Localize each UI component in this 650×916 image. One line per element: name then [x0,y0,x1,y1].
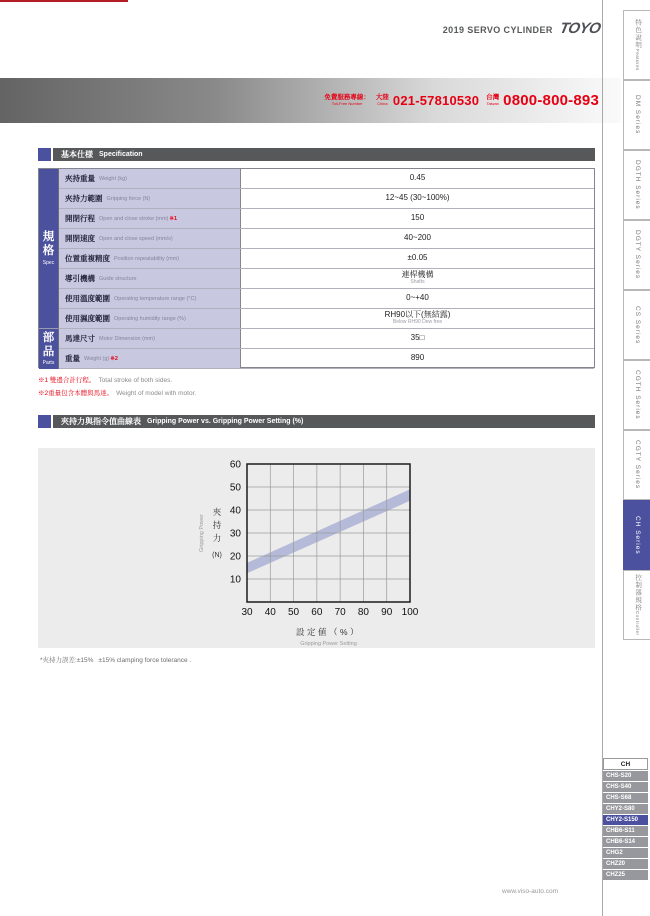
chart-section-title-zh: 夾持力與指令值曲線表 [61,417,141,426]
spec-label-zh: 導引機構 [65,274,95,283]
ch-menu-item-chs-s20[interactable]: CHS-S20 [603,771,648,781]
footnote-1 [38,374,458,387]
spec-group-char: 格 [42,245,55,257]
spec-label-zh: 使用濕度範圍 [65,314,110,323]
sidebar-tab-label: DGTH Series [634,160,642,210]
spec-value-subtext: Shafts [410,279,425,286]
sidebar-tab-controller[interactable] [623,570,650,640]
china-phone-number: 021-57810530 [392,93,480,108]
svg-text:設定値（%）: 設定値（%） [295,627,362,637]
spec-section-titlebar [53,148,595,161]
sidebar-tab-label: DGTY Series [634,230,642,280]
spec-group-char: 規 [42,231,55,244]
spec-group-label-en: Spec [42,259,55,266]
spec-row-label [59,189,241,208]
spec-label-en: Gripping force (N) [106,195,151,202]
sidebar-tab-sublabel: Features [634,49,640,71]
sidebar-tab-label: DM Series [634,95,642,135]
spec-table-row [39,349,594,369]
chart-footnote [40,655,191,664]
ch-model-menu [603,758,648,881]
china-label-zh: 大陸 [375,94,389,101]
sidebar-tab-ch-series[interactable] [623,500,650,570]
china-label-en: China [377,100,388,106]
spec-table-row [39,289,594,309]
spec-label-zh: 夾持力範圍 [65,194,103,203]
taiwan-label-en: Taiwan [486,100,499,106]
spec-section-title-en: Specification [99,151,143,158]
top-edge-red-line [0,0,128,2]
section-marker-icon [38,415,51,428]
spec-label-zh: 重量 [65,354,80,363]
spec-table-row [39,249,594,269]
taiwan-phone-number: 0800-800-893 [503,92,599,109]
spec-section-title-zh: 基本仕様 [61,150,93,159]
ch-menu-item-chs-s68[interactable]: CHS-S68 [603,793,648,803]
spec-row-label [59,229,241,248]
china-label [376,95,389,106]
spec-table-row [39,229,594,249]
svg-text:90: 90 [381,607,393,618]
spec-group-parts [39,329,59,369]
spec-value-text: 35□ [410,333,425,343]
spec-label-zh: 使用溫度範圍 [65,294,110,303]
toyo-logo: TOYO [557,20,602,37]
spec-value-subtext: Below RH90 Dew free [392,319,443,326]
footnote-2 [38,387,458,400]
spec-row-label [59,349,241,368]
spec-table-row [39,189,594,209]
svg-text:60: 60 [311,607,323,618]
ch-menu-item-chg2[interactable]: CHG2 [603,848,648,858]
ch-menu-item-chs-s40[interactable]: CHS-S40 [603,782,648,792]
spec-row-label [59,249,241,268]
tollfree-label-zh: 免費服務專線： [324,94,370,101]
tollfree-banner [0,78,621,123]
sidebar-tab-label: 控制器規格 [634,573,642,612]
svg-text:50: 50 [288,607,300,618]
spec-label-en: Weight (kg) [99,175,128,182]
taiwan-label-zh: 台灣 [486,94,500,101]
sidebar-tab-features[interactable] [623,10,650,80]
svg-text:50: 50 [229,482,241,494]
spec-label-en: Open and close stroke (mm) [99,215,169,222]
svg-text:10: 10 [229,574,241,586]
spec-row-value [241,209,594,228]
spec-label-zh: 馬達尺寸 [65,334,95,343]
spec-row-label [59,269,241,288]
chart-section-title-en: Gripping Power vs. Gripping Power Setting (%) [147,418,304,425]
spec-label-en: Weight (g) [84,355,110,362]
spec-group-spec [39,169,59,329]
ch-menu-header: CH [603,758,648,770]
spec-group-label-en: Parts [42,360,55,367]
spec-label-zh: 夾持重量 [65,174,95,183]
ch-menu-item-chz20[interactable]: CHZ20 [603,859,648,869]
svg-text:100: 100 [401,607,419,618]
spec-label-en: Guide structure [99,275,137,282]
sidebar-tab-label: CH Series [634,515,642,555]
svg-text:80: 80 [357,607,369,618]
spec-row-label [59,209,241,228]
spec-label-en: Operating temperature range (°C) [114,295,197,302]
spec-section-header [38,148,595,161]
spec-table-row [39,309,594,329]
footnote-1-en: Total stroke of both sides. [98,377,173,384]
spec-label-en: Operating humidity range (%) [114,315,186,322]
spec-value-text: 0~+40 [406,293,429,303]
chart-footnote-en: ±15% clamping force tolerance . [98,657,192,664]
chart-section-header [38,415,595,428]
website-url: www.viso-auto.com [502,888,558,895]
footnote-2-zh: ※2重量包含本體與馬達。 [38,390,114,397]
svg-text:30: 30 [241,607,253,618]
spec-table-row [39,169,594,189]
svg-text:60: 60 [229,459,241,471]
spec-label-en: Motor Dimension (mm) [99,335,155,342]
spec-group-char: 品 [42,345,55,358]
svg-text:持: 持 [212,520,222,530]
spec-group-char: 部 [42,331,55,344]
spec-label-footnote-ref: ※2 [110,355,118,362]
svg-text:40: 40 [229,505,241,517]
ch-menu-item-chb6-s14[interactable]: CHB6-S14 [603,837,648,847]
spec-row-label [59,329,241,348]
sidebar-tab-dgth-series[interactable] [623,150,650,220]
spec-footnotes [38,374,458,400]
sidebar-tab-cs-series[interactable] [623,290,650,360]
spec-label-zh: 開閉行程 [65,214,95,223]
sidebar-tab-label: CGTY Series [634,440,642,490]
spec-value-text: 12~45 (30~100%) [385,193,450,203]
footnote-2-en: Weight of model with motor. [116,390,197,397]
ch-menu-item-chb6-s11[interactable]: CHB6-S11 [603,826,648,836]
spec-row-value [241,169,594,188]
svg-text:夾: 夾 [212,507,222,517]
gripping-power-chart [38,448,595,648]
svg-text:70: 70 [334,607,346,618]
svg-text:(N): (N) [212,552,222,559]
ch-menu-item-chy2-s80[interactable]: CHY2-S80 [603,804,648,814]
sidebar-tab-dgty-series[interactable] [623,220,650,290]
page-header [0,20,600,37]
svg-text:Gripping Power: Gripping Power [199,514,205,552]
spec-value-text: 150 [410,213,425,223]
sidebar-tab-cgty-series[interactable] [623,430,650,500]
sidebar-tab-dm-series[interactable] [623,80,650,150]
sidebar-tab-sublabel: Controller [634,611,640,636]
svg-text:40: 40 [264,607,276,618]
spec-value-text: RH90以下(無結露) [384,310,451,320]
spec-row-label [59,169,241,188]
footnote-1-zh: ※1 雙邊合計行程。 [38,377,96,384]
tollfree-label [324,95,370,106]
svg-text:力: 力 [212,533,222,543]
spec-value-text: 連桿機構 [401,270,434,280]
spec-row-value [241,189,594,208]
svg-text:20: 20 [229,551,241,563]
spec-value-text: ±0.05 [407,253,428,263]
spec-label-en: Position repeatability (mm) [114,255,180,262]
spec-label-footnote-ref: ※1 [169,215,178,222]
chart-section-titlebar [53,415,595,428]
spec-table-row [39,329,594,349]
spec-row-value [241,329,594,348]
sidebar-tab-label: 特色說明 [634,19,642,50]
chart-footnote-zh: *夾持力誤差:±15% [40,657,94,664]
taiwan-label [486,95,499,106]
catalog-title: 2019 SERVO CYLINDER [442,25,553,35]
spec-label-en: Open and close speed (mm/s) [99,235,173,242]
spec-value-text: 0.45 [409,173,426,183]
spec-value-text: 890 [410,353,425,363]
ch-menu-item-chz25[interactable]: CHZ25 [603,870,648,880]
spec-label-zh: 開閉速度 [65,234,95,243]
sidebar-tab-label: CS Series [634,305,642,345]
spec-row-label [59,309,241,328]
spec-row-label [59,289,241,308]
chart-panel [38,448,595,648]
ch-menu-item-chy2-s150[interactable]: CHY2-S150 [603,815,648,825]
spec-row-value [241,349,594,368]
spec-row-value [241,249,594,268]
svg-text:Gripping Power Setting: Gripping Power Setting [300,641,357,647]
spec-table-row [39,209,594,229]
sidebar-tab-label: CGTH Series [634,370,642,420]
spec-row-value [241,309,594,328]
spec-row-value [241,289,594,308]
sidebar-tab-cgth-series[interactable] [623,360,650,430]
svg-text:30: 30 [229,528,241,540]
tollfree-label-en: Toll-Free Number [331,100,363,106]
spec-value-text: 40~200 [404,233,431,243]
spec-table [38,168,595,368]
spec-label-zh: 位置重複精度 [65,254,110,263]
section-marker-icon [38,148,51,161]
spec-row-value [241,269,594,288]
spec-table-row [39,269,594,289]
spec-row-value [241,229,594,248]
